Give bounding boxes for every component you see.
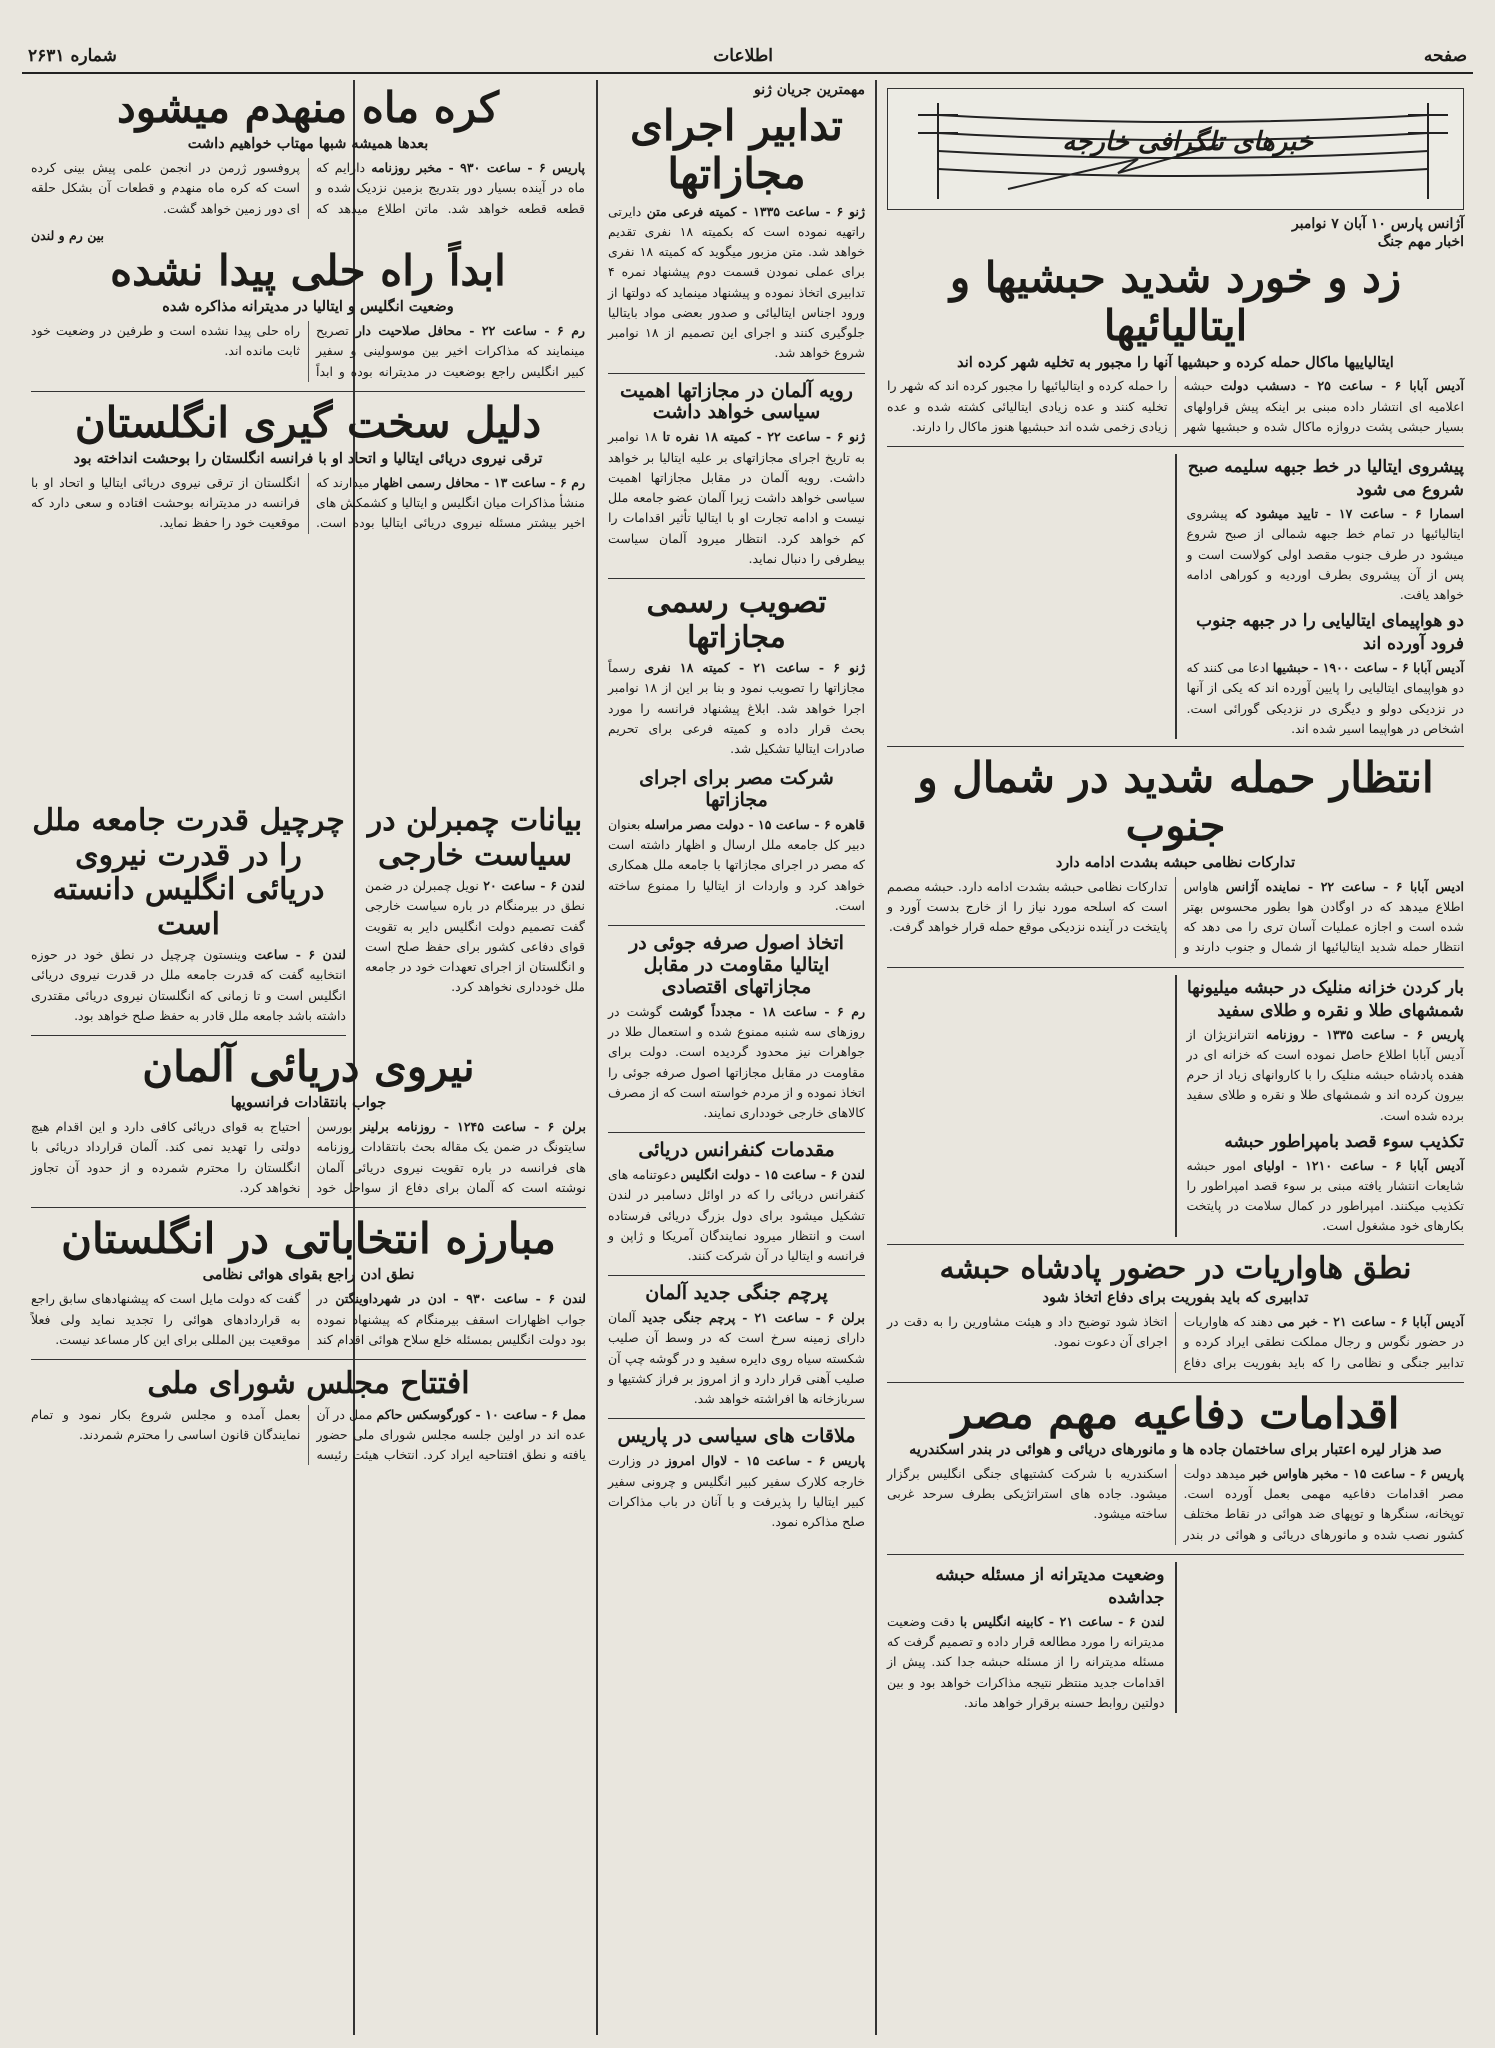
headline: بیانات چمبرلن در سیاست خارجی — [367, 803, 583, 873]
article-official-approval — [608, 586, 865, 759]
body-text: بعنوان دبیر کل جامعه ملل ارسال و اظهار داشته است که مصر در اجرای مجازاتها با جامعه ملل همکاری خواهد کرد و واردات از ایتالیا را ممنوع ساخته است. — [608, 816, 865, 913]
foreign-telegram-masthead — [887, 88, 1464, 210]
column-3 — [599, 80, 874, 2035]
page-label: صفحه — [1423, 46, 1467, 66]
headline: ملاقات های سیاسی در پاریس — [617, 1425, 856, 1448]
subheadline: ترقی نیروی دریائی ایتالیا و اتحاد او با فرانسه انگلستان را بوحشت انداخته بود — [73, 450, 543, 468]
masthead-title: خبرهای تلگرافی خارجه — [1062, 127, 1313, 157]
page-header — [22, 42, 1473, 74]
body-text: گوشت در روزهای سه شنبه ممنوع شده و استعمال طلا در جواهرات نیز محدود گردیده است. دولت برای مقاومت در مقابل مجازاتها اصول صرفه جوئی را اتخاذ نموده و از مردم خواسته است که از مصرف کالاهای خارجی خودداری نمایند. — [608, 1003, 865, 1120]
dateline: ممل ۶ - ساعت ۱۰ - کورگوسکس حاکم — [376, 1406, 587, 1422]
two-column-block — [887, 454, 1464, 739]
dateline: آدیس آبابا ۶ - ساعت ۱۲۱۰ - اولیای — [1253, 1157, 1464, 1173]
body-text: رسماً مجازاتها را تصویب نمود و بنا بر این از ۱۸ نوامبر اجرا خواهد شد. ابلاغ پیشنهاد فرانسه را مورد بحث قرار داده و کمیته فرعی برای تحریم صادرات ایتالیا تشکیل شد. — [608, 660, 865, 757]
dateline: لندن ۶ - ساعت ۹۳۰ - ادن در شهرداوینگتن — [335, 1291, 586, 1307]
headline: اقدامات دفاعیه مهم مصر — [951, 1388, 1400, 1438]
article-mediterranean — [887, 1562, 1165, 1713]
body-text: امور حبشه شایعات انتشار یافته مبنی بر سوء قصد امپراطور را تکذیب میکنند. امپراطور در کمال سلامت در پایتخت بکارهای خود مشغول است. — [1186, 1157, 1464, 1234]
headline: تصویب رسمی مجازاتها — [646, 585, 827, 655]
column-1-wide — [22, 80, 594, 800]
column-spacer — [887, 454, 1165, 739]
article-germany-stance — [608, 381, 865, 569]
article-sanctions-measures — [608, 102, 865, 364]
subheadline: تدابیری که باید بفوریت برای دفاع اتخاذ شود — [1042, 1289, 1309, 1307]
dateline: رم ۶ - ساعت ۲۲ - محافل صلاحیت دار — [355, 323, 585, 339]
body-text: وینستون چرچیل در نطق خود در حوزه انتخابیه گفت که قدرت جامعه ملل در قدرت نیروی دریائی انگلیس است و تا زمانی که انگلستان نیروی دریائی مقتدری داشته باشد جامعه ملل قادر به حفظ صلح خواهد بود. — [31, 947, 346, 1023]
dateline: پاریس ۶ - ساعت ۱۵ - لاوال امروز — [665, 1453, 865, 1469]
body-text: ۱۸ نوامبر به تاریخ اجرای مجازاتهای بر علیه ایتالیا بر خواهد داشت. رویه آلمان در مقابل مجازاتها اهمیت سیاسی خواهد داشت زیرا آلمان عضو جامعه ملل نیست و ادامه تجارت او با ایتالیا تأثیر اقدامات را کم خواهد کرد. انتظار میرود آلمان سیاست بیطرفی را دنبال نماید. — [608, 429, 865, 566]
article-chamberlain — [365, 804, 585, 998]
article-churchill — [31, 804, 346, 1026]
headline: دلیل سخت گیری انگلستان — [74, 397, 542, 447]
body-text: دهند که هاواریات در حضور نگوس و رجال مملکت نطقی ایراد کرده و تدابیر جنگی و نظامی را که باید بفوریت برای دفاع اتخاذ شود توضیح داد و هیئت مشاورین را به دقت در اجرای آن دعوت نمود. — [887, 1314, 1464, 1370]
body-text: ادعا می کنند که دو هواپیمای ایتالیایی را پایین آورده اند که یکی از آنها در نزدیکی دولو و دیگری در نزدیکی گورائی است. اشخاص در هواپیما اسیر شده اند. — [1186, 660, 1464, 736]
dateline: لندن ۶ - ساعت — [254, 947, 346, 962]
body-text: میدارند که منشأ مذاکرات میان انگلیس و ایتالیا و کشمکش های اخیر بیشتر مسئله نیروی دریائی ایتالیا بوده است. انگلستان از ترقی نیروی دریائی ایتالیا و اتحاد او با فرانسه در مدیترانه بوحشت افتاده و سعی دارد که موقعیت خود را حفظ نماید. — [31, 474, 585, 531]
dateline: لندن ۶ - ساعت ۱۵ - دولت انگلیس — [680, 1167, 865, 1183]
article-naval-conference — [608, 1140, 865, 1266]
body-text: در وزارت خارجه کلارک سفیر کبیر انگلیس و چرونی سفیر کبیر ایتالیا را پذیرفت و با آنان در باب مذاکرات صلح مذاکره نمود. — [608, 1453, 865, 1530]
headline: پیشروی ایتالیا در خط جبهه سلیمه صبح شروع می شود — [1187, 457, 1464, 501]
column-spacer — [1187, 1562, 1465, 1713]
paper-name: اطلاعات — [713, 46, 773, 66]
body-text: انترانزیژان از آدیس آبابا اطلاع حاصل نموده است که خزانه ای در هفده پادشاه حبشه منلیک را با کاروانهای زیاد از حرم بیرون کرده اند و شمشهای طلا و نقره و طلای سفید برده شده است. — [1186, 1026, 1464, 1123]
headline: کره ماه منهدم میشود — [117, 83, 499, 132]
body-text: حبشه اعلامیه ای انتشار داده مبنی بر اینکه پیش قراولهای بسیار حبشی پشت دروازه ماکال شده و حبشیها شهر را حمله کرده و ایتالیائیها را مجبور کرده اند که شهر را تخلیه کنند و عده زیادی ایتالیائی کشته شده و عده زیادی زخمی شده اند حبشیها هنوز ماکال را دارند. — [887, 378, 1464, 434]
headline: چرچیل قدرت جامعه ملل را در قدرت نیروی دریائی انگلیس دانسته است — [32, 803, 345, 942]
dateline: لندن ۶ - ساعت ۲۱ - کابینه انگلیس با — [959, 1613, 1165, 1629]
article-havariat-speech — [887, 1252, 1464, 1373]
headline: بار کردن خزانه منلیک در حبشه میلیونها شمشهای طلا و نقره و طلای سفید — [1186, 977, 1464, 1021]
body-text: پیشروی ایتالیائیها در تمام خط جبهه شمالی از صبح شروع میشود در طرف جنوب مقصد اولی کولاست است و پس از آن پیشروی بطرف اوردیه و کوراهی ادامه خواهد یافت. — [1186, 506, 1464, 603]
headline: مبارزه انتخاباتی در انگلستان — [61, 1214, 556, 1264]
article-paris-meetings — [608, 1426, 865, 1532]
body-text: نویل چمبرلن در ضمن نطق در بیرمنگام در باره سیاست خارجی گفت تصمیم دولت انگلیس دایر به تقویت قوای دفاعی کشور برای حفظ صلح است و انگلستان از اجرای تعهدات خود در جامعه ملل خودداری نخواهد کرد. — [364, 878, 585, 995]
dateline: رم ۶ - ساعت ۱۳ - محافل رسمی اظهار — [373, 474, 585, 490]
issue-number: شماره ۲۶۳۱ — [28, 46, 117, 66]
dateline: برلن ۶ - ساعت ۱۲۴۵ - روزنامه برلینر — [360, 1119, 586, 1135]
dateline: ژنو ۶ - ساعت ۱۳۳۵ - کمیته فرعی متن — [646, 203, 865, 219]
headline: ابداً راه حلی پیدا نشده — [110, 245, 506, 295]
article-no-solution — [31, 247, 585, 382]
subheadline: صد هزار لیره اعتبار برای ساختمان جاده ها و مانورهای دریائی و هوائی در بندر اسکندریه — [909, 1441, 1442, 1459]
article-italy-advance — [1187, 454, 1465, 739]
article-german-navy — [31, 1043, 586, 1198]
dateline: پاریس ۶ - ساعت ۱۳۳۵ - روزنامه — [1265, 1026, 1465, 1042]
body-text: آلمان دارای زمینه سرخ است که در وسط آن صلیب شکسته سیاه روی دایره سفید و در گوشه چپ آن صلیب آهنی قرار دارد و از امروز بر فراز کشتیها و سربازخانه ها افراشته خواهد شد. — [608, 1310, 865, 1407]
article-italy-austerity — [608, 933, 865, 1123]
body-text: تصریح مینمایند که مذاکرات اخیر بین موسولینی و سفیر کبیر انگلیس راجع بوضعیت در مدیترانه بوده و ابداً راه حلی پیدا نشده است و طرفین در وضعیت خود ثابت مانده اند. — [31, 323, 585, 379]
dateline: رم ۶ - ساعت ۱۸ - مجدداً گوشت — [668, 1003, 865, 1019]
article-memel-parliament — [31, 1367, 586, 1465]
dateline: برلن ۶ - ساعت ۲۱ - پرچم جنگی جدید — [642, 1310, 865, 1326]
article-egypt-defense — [887, 1390, 1464, 1545]
body-text: دارایم که ماه در آینده بسیار دور بتدریج بزمین نزدیک شده و قطعه قطعه خواهد شد. ماتن اطلاع میدهد که پروفسور ژرمن در انجمن علمی پیش بینی کرده است که کره ماه منهدم و قطعات آن بشکل حلقه ای دور زمین خواهد گشت. — [31, 160, 585, 216]
body-text: هاواس اطلاع میدهد که در اوگادن هوا بطور محسوس بهتر شده است و اجازه عملیات آسان تری را می دهد که انتظار حمله شدید ایتالیائیها از شمال و جنوب دارند و تدارکات نظامی حبشه بشدت ادامه دارد. حبشه مصمم است که اسلحه مورد نیاز را از خارج بدست آورد و پایتخت در آینده نزدیکی موقع حمله قرار خواهد گرفت. — [887, 878, 1464, 955]
war-news-label: اخبار مهم جنگ — [1377, 234, 1464, 250]
dateline: پاریس ۶ - ساعت ۱۵ - مخبر هاواس خبر — [1250, 1465, 1465, 1481]
article-england-strictness — [31, 399, 585, 534]
subheadline: بعدها همیشه شبها مهتاب خواهیم داشت — [187, 135, 429, 153]
headline: اتخاذ اصول صرفه جوئی در ایتالیا مقاومت در مقابل مجازاتهای اقتصادی — [629, 932, 844, 998]
article-german-flag — [608, 1283, 865, 1409]
geneva-label: مهمترین جریان ژنو — [753, 82, 865, 98]
two-column-block — [887, 975, 1464, 1237]
article-north-south-attack — [887, 754, 1464, 957]
body-text: بورسن سایتونگ در ضمن یک مقاله بحث بانتقادات روزنامه های فرانسه در باره تقویت نیروی دریائی آلمان نوشته است که آلمان برای دفاع از سواحل خود احتیاج به قوای دریائی کافی دارد و این اقدام هیچ دولتی را تهدید نمی کند. آلمان قرارداد دریائی با انگلستان را محترم شمرده و از حدود آن تجاوز نخواهد کرد. — [31, 1119, 586, 1195]
headline: تکذیب سوء قصد بامپراطور حبشه — [1224, 1131, 1464, 1152]
headline: دو هواپیمای ایتالیایی را در جبهه جنوب فرود آورده اند — [1196, 611, 1464, 655]
headline: وضعیت مدیترانه از مسئله حبشه جداشده — [935, 1564, 1165, 1608]
column-4 — [878, 80, 1473, 2035]
headline: پرچم جنگی جدید آلمان — [645, 1282, 828, 1305]
subheadline: وضعیت انگلیس و ایتالیا در مدیترانه مذاکره شده — [162, 298, 454, 316]
subheadline: نطق ادن راجع بقوای هوائی نظامی — [202, 1266, 415, 1284]
article-menelik-treasury — [1187, 975, 1465, 1237]
dateline: پاریس ۶ - ساعت ۹۳۰ - مخبر روزنامه — [371, 160, 585, 176]
body-text: دعوتنامه های کنفرانس دریائی را که در اوائل دسامبر در لندن تشکیل میشود برای دول بزرگ دریائی فرستاده است و انتظار میرود نمایندگان آمریکا و ژاپن و فرانسه و ایتالیا در آن شرکت کنند. — [608, 1167, 865, 1264]
dateline: ژنو ۶ - ساعت ۲۱ - کمیته ۱۸ نفری — [644, 660, 865, 676]
rome-london-label: بین رم و لندن — [31, 227, 104, 243]
body-text: در جواب اظهارات اسقف بیرمنگام که پیشنهاد نموده بود دولت انگلیس بمسئله خلع سلاح هوائی اقدام کند گفت که دولت مایل است که پیشنهادهای سابق راجع به قراردادهای هوائی را تجدید نماید ولی فعلاً موقعیت بین المللی برای این کار مساعد نیست. — [31, 1291, 586, 1347]
body-text: دایرتی راتهیه نموده است که بکمیته ۱۸ نفری تقدیم خواهد شد. متن مزبور میگوید که کمیته ۱۸ نفری برای عملی نمودن قسمت دوم پیشنهاد نمره ۴ تدابیری اتخاذ نموده و پیشنهاد مینماید که دولتها از ورود اجناس ایتالیائی و صدور بعضی مواد بایتالیا جلوگیری کنند و اجرای این تصمیم از ۱۸ نوامبر شروع خواهد شد. — [608, 203, 865, 361]
body-text: میدهد دولت مصر اقدامات دفاعیه مهمی بعمل آورده است. توپخانه، سنگرها و توپهای ضد هوائی در نقاط مختلف کشور نصب شده و مانورهای دریائی و هوائی در بندر اسکندریه با شرکت کشتیهای جنگی انگلیس برگزار میشود. جاده های استراتژیکی بطرف سرحد غربی ساخته میشود. — [887, 1465, 1464, 1542]
subheadline: ایتالیاییها ماکال حمله کرده و حبشیها آنها را مجبور به تخلیه شهر کرده اند — [957, 353, 1394, 371]
headline: زد و خورد شدید حبشیها و ایتالیائیها — [949, 253, 1402, 351]
headline: رویه آلمان در مجازاتها اهمیت سیاسی خواهد داشت — [620, 379, 853, 424]
headline: نطق هاواریات در حضور پادشاه حبشه — [939, 1250, 1412, 1286]
subheadline: جواب بانتقادات فرانسویها — [230, 1094, 387, 1112]
headline: شرکت مصر برای اجرای مجازاتها — [639, 767, 834, 812]
column-rule — [596, 80, 598, 2035]
article-ethiopia-clash — [887, 254, 1464, 437]
article-egypt-sanctions — [608, 768, 865, 916]
headline: مقدمات کنفرانس دریائی — [638, 1139, 835, 1162]
subheadline: تدارکات نظامی حبشه بشدت ادامه دارد — [1055, 853, 1296, 871]
body-text: دقت وضعیت مدیترانه را مورد مطالعه قرار داده و تصمیم گرفت که مسئله مدیترانه را از مسئله حبشه جدا کند. پیش از اقدامات جدید منتظر نتیجه مذاکرات خواهد بود و بین دولتین روابط حسنه برقرار خواهد ماند. — [887, 1613, 1165, 1710]
dateline: اسمارا ۶ - ساعت ۱۷ - تایید میشود که — [1235, 506, 1464, 522]
column-spacer — [887, 975, 1165, 1237]
dateline: لندن ۶ - ساعت ۲۰ — [483, 878, 585, 893]
body-text: ممل در آن عده اند در اولین جلسه مجلس شورای ملی حضور یافته و نطق افتتاحیه ایراد کرد. انتخاب هیئت رئیسه بعمل آمده و مجلس شروع بکار نمود و تمام نمایندگان قانون اساسی را محترم شمردند. — [31, 1406, 586, 1463]
agency-line: آژانس پارس ۱۰ آبان ۷ نوامبر — [1291, 216, 1464, 232]
dateline: آدیس آبابا ۶ - ساعت ۲۱ - خبر می — [1277, 1314, 1464, 1330]
column-rule — [875, 80, 877, 2035]
headline: افتتاح مجلس شورای ملی — [147, 1366, 470, 1402]
headline: نیروی دریائی آلمان — [142, 1042, 475, 1091]
dateline: آدیس آبابا ۶ - ساعت ۱۹۰۰ - حبشیها — [1272, 660, 1464, 676]
two-column-block — [887, 1562, 1464, 1713]
headline: انتظار حمله شدید در شمال و جنوب — [917, 753, 1434, 851]
dateline: ژنو ۶ - ساعت ۲۲ - کمیته ۱۸ نفره تا — [662, 429, 865, 445]
headline: تدابیر اجرای مجازاتها — [630, 101, 843, 199]
dateline: ادیس آبابا ۶ - ساعت ۲۲ - نماینده آژانس — [1225, 878, 1464, 894]
article-moon — [31, 84, 585, 219]
dateline: قاهره ۶ - ساعت ۱۵ - دولت مصر مراسله — [644, 816, 865, 832]
article-body — [887, 376, 1464, 437]
dateline: آدیس آبابا ۶ - ساعت ۲۵ - دسشب دولت — [1220, 378, 1464, 394]
article-uk-election — [31, 1215, 586, 1350]
